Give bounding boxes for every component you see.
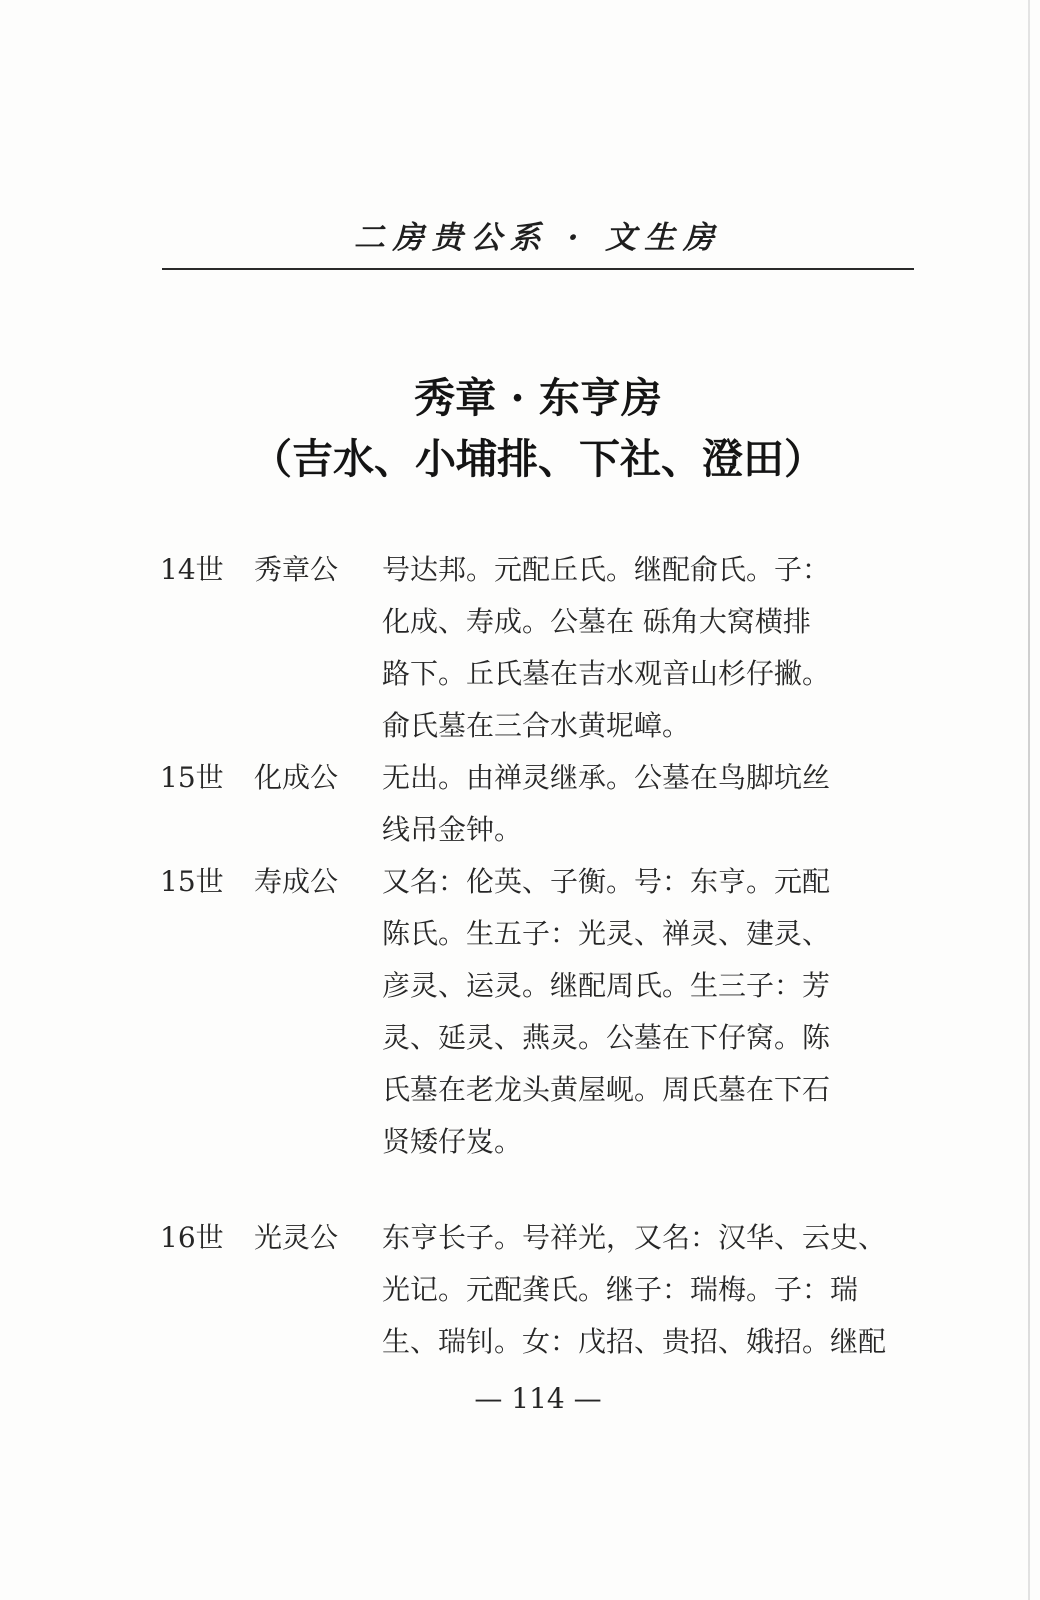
entry-text-line: 化成、寿成。公墓在 砾角大窝横排 [382,605,811,638]
entry-text-line: 又名：伦英、子衡。号：东亨。元配 [382,865,831,898]
entry-text-line: 无出。由禅灵继承。公墓在鸟脚坑丝 [382,761,831,794]
running-header: 二房贵公系 · 文生房 [353,220,723,256]
entry-text-line: 光记。元配龚氏。继子：瑞梅。子：瑞 [382,1273,859,1306]
entry-text-line: 彦灵、运灵。继配周氏。生三子：芳 [382,969,831,1002]
person-name: 光灵公 [254,1221,339,1254]
section-subtitle: （吉水、小埔排、下社、澄田） [251,435,825,483]
entry-text-line: 线吊金钟。 [382,813,523,846]
scan-edge [1028,0,1030,1600]
generation-label: 15世 [160,761,224,794]
entry-text-line: 陈氏。生五子：光灵、禅灵、建灵、 [382,917,831,950]
generation-label: 16世 [160,1221,224,1254]
person-name: 寿成公 [254,865,339,898]
entry-text-line: 生、瑞钊。女：戊招、贵招、娥招。继配 [382,1325,887,1358]
header-rule [162,268,914,270]
generation-label: 14世 [160,553,224,586]
person-name: 化成公 [254,761,339,794]
entry-text-line: 路下。丘氏墓在吉水观音山杉仔撇。 [382,657,831,690]
entry-text-line: 号达邦。元配丘氏。继配俞氏。子： [382,553,831,586]
section-title: 秀章 · 东亨房 [414,374,662,422]
entry-text-line: 东亨长子。号祥光，又名：汉华、云史、 [382,1221,887,1254]
entry-text-line: 贤矮仔岌。 [382,1125,523,1158]
generation-label: 15世 [160,865,224,898]
entry-text-line: 灵、延灵、燕灵。公墓在下仔窝。陈 [382,1021,831,1054]
entry-text-line: 俞氏墓在三合水黄坭嶂。 [382,709,691,742]
page-number: — 114 — [474,1382,602,1415]
entry-text-line: 氏墓在老龙头黄屋岘。周氏墓在下石 [382,1073,831,1106]
person-name: 秀章公 [254,553,339,586]
